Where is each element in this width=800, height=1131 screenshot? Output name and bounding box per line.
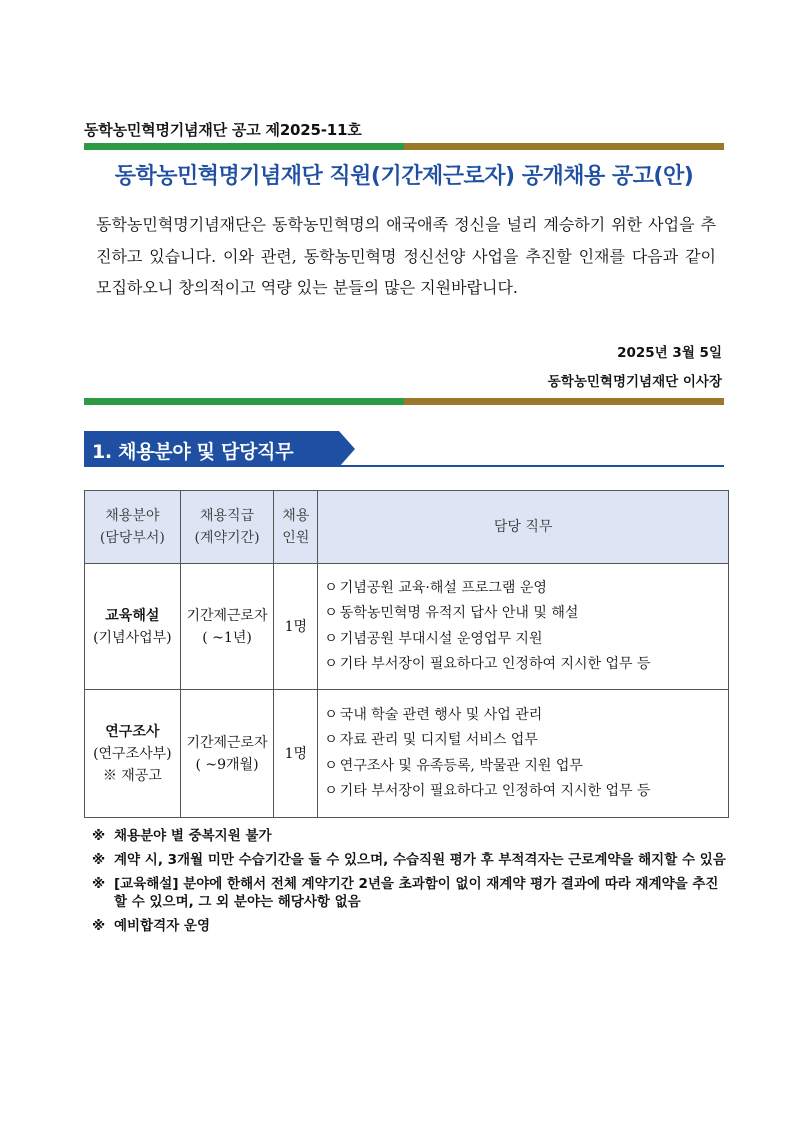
duty-bullet: ㅇ xyxy=(324,706,338,723)
list-item xyxy=(324,703,728,729)
note-item xyxy=(92,851,726,869)
duty-bullet: ㅇ xyxy=(324,783,338,799)
duty-text: 자료 관리 및 디지털 서비스 업무 xyxy=(339,732,538,748)
duty-bullet: ㅇ xyxy=(324,605,338,621)
row-duties-cell xyxy=(318,690,729,818)
notice-date: 2025년 3월 5일 xyxy=(617,345,722,361)
header-field xyxy=(85,491,181,564)
section-1-heading xyxy=(84,431,724,467)
note-text: 계약 시, 3개월 미만 수습기간을 둘 수 있으며, 수습직원 평가 후 부적격자는 근로계약을 해지할 수 있음 xyxy=(114,852,726,868)
header-grade-line2: (계약기간) xyxy=(194,530,260,546)
row-grade-cell xyxy=(180,690,274,818)
duty-text: 기념공원 부대시설 운영업무 지원 xyxy=(339,630,543,647)
row-count-cell: 1명 xyxy=(274,564,318,690)
duty-text: 기타 부서장이 필요하다고 인정하여 지시한 업무 등 xyxy=(339,656,651,672)
note-text: [교육해설] 분야에 한해서 전체 계약기간 2년을 초과함이 없이 재계약 평가 결과에 따라 재계약을 추진할 수 있으며, 그 외 분야는 해당사항 없음 xyxy=(114,876,719,910)
duty-bullet: ㅇ xyxy=(324,579,338,596)
duty-text: 동학농민혁명 유적지 답사 안내 및 해설 xyxy=(339,605,579,621)
grade: 기간제근로자 xyxy=(186,607,268,624)
list-item xyxy=(324,779,728,805)
recruitment-table xyxy=(84,490,729,818)
table-row xyxy=(85,690,729,818)
field-dept: (연구조사부) xyxy=(93,745,172,762)
top-divider-bar xyxy=(84,143,724,150)
note-item xyxy=(92,827,726,845)
header-grade xyxy=(180,491,274,564)
list-item xyxy=(324,601,728,627)
row-grade-cell xyxy=(180,564,274,690)
duty-text: 기념공원 교육·해설 프로그램 운영 xyxy=(339,579,547,596)
header-field-line2: (담당부서) xyxy=(99,530,165,546)
notes-list xyxy=(92,827,726,941)
grade: 기간제근로자 xyxy=(186,734,268,751)
notice-number: 동학농민혁명기념재단 공고 제2025-11호 xyxy=(84,121,362,139)
note-mark: ※ xyxy=(92,852,106,868)
page-title: 동학농민혁명기념재단 직원(기간제근로자) 공개채용 공고(안) xyxy=(114,164,694,189)
table-row xyxy=(85,564,729,690)
row-duties-cell xyxy=(318,564,729,690)
list-item xyxy=(324,754,728,780)
duty-text: 기타 부서장이 필요하다고 인정하여 지시한 업무 등 xyxy=(339,783,651,799)
note-mark: ※ xyxy=(92,876,106,892)
list-item xyxy=(324,652,728,678)
duties-list xyxy=(318,703,728,805)
intro-paragraph: 동학농민혁명기념재단은 동학농민혁명의 애국애족 정신을 널리 계승하기 위한 사업을 추진하고 있습니다. 이와 관련, 동학농민혁명 정신선양 사업을 추진할 인재를 다음과 같이 모집하오니 창의적이고 역량 있는 분들의 많은 지원바랍니다. xyxy=(96,215,716,297)
duty-text: 국내 학술 관련 행사 및 사업 관리 xyxy=(339,706,543,723)
field-name: 연구조사 xyxy=(105,723,160,740)
section-1-title: 1. 채용분야 및 담당직무 xyxy=(92,441,294,463)
row-count-cell: 1명 xyxy=(274,690,318,818)
field-name: 교육해설 xyxy=(105,607,160,624)
duty-bullet: ㅇ xyxy=(324,757,338,774)
list-item xyxy=(324,627,728,653)
signer: 동학농민혁명기념재단 이사장 xyxy=(547,374,722,390)
contract-period: ( ~9개월) xyxy=(195,756,259,773)
duty-bullet: ㅇ xyxy=(324,630,338,647)
note-item xyxy=(92,917,726,935)
header-duties: 담당 직무 xyxy=(318,491,729,564)
duty-bullet: ㅇ xyxy=(324,732,338,748)
field-dept: (기념사업부) xyxy=(93,629,172,646)
row-field-cell xyxy=(85,564,181,690)
bottom-divider-bar xyxy=(84,398,724,405)
re-announcement-note: ※ 재공고 xyxy=(102,767,162,784)
duty-text: 연구조사 및 유족등록, 박물관 지원 업무 xyxy=(339,757,583,774)
header-count-line1: 채용 xyxy=(282,508,310,524)
header-field-line1: 채용분야 xyxy=(105,508,160,524)
note-text: 예비합격자 운영 xyxy=(114,918,210,934)
header-count-line2: 인원 xyxy=(282,530,310,546)
contract-period: ( ~1년) xyxy=(202,629,252,646)
duties-list xyxy=(318,576,728,678)
note-item xyxy=(92,875,726,911)
table-header-row xyxy=(85,491,729,564)
list-item xyxy=(324,728,728,754)
duty-bullet: ㅇ xyxy=(324,656,338,672)
row-field-cell xyxy=(85,690,181,818)
header-count xyxy=(274,491,318,564)
list-item xyxy=(324,576,728,602)
note-mark: ※ xyxy=(92,828,106,844)
header-grade-line1: 채용직급 xyxy=(199,508,255,524)
note-mark: ※ xyxy=(92,918,106,934)
note-text: 채용분야 별 중복지원 불가 xyxy=(114,828,272,844)
